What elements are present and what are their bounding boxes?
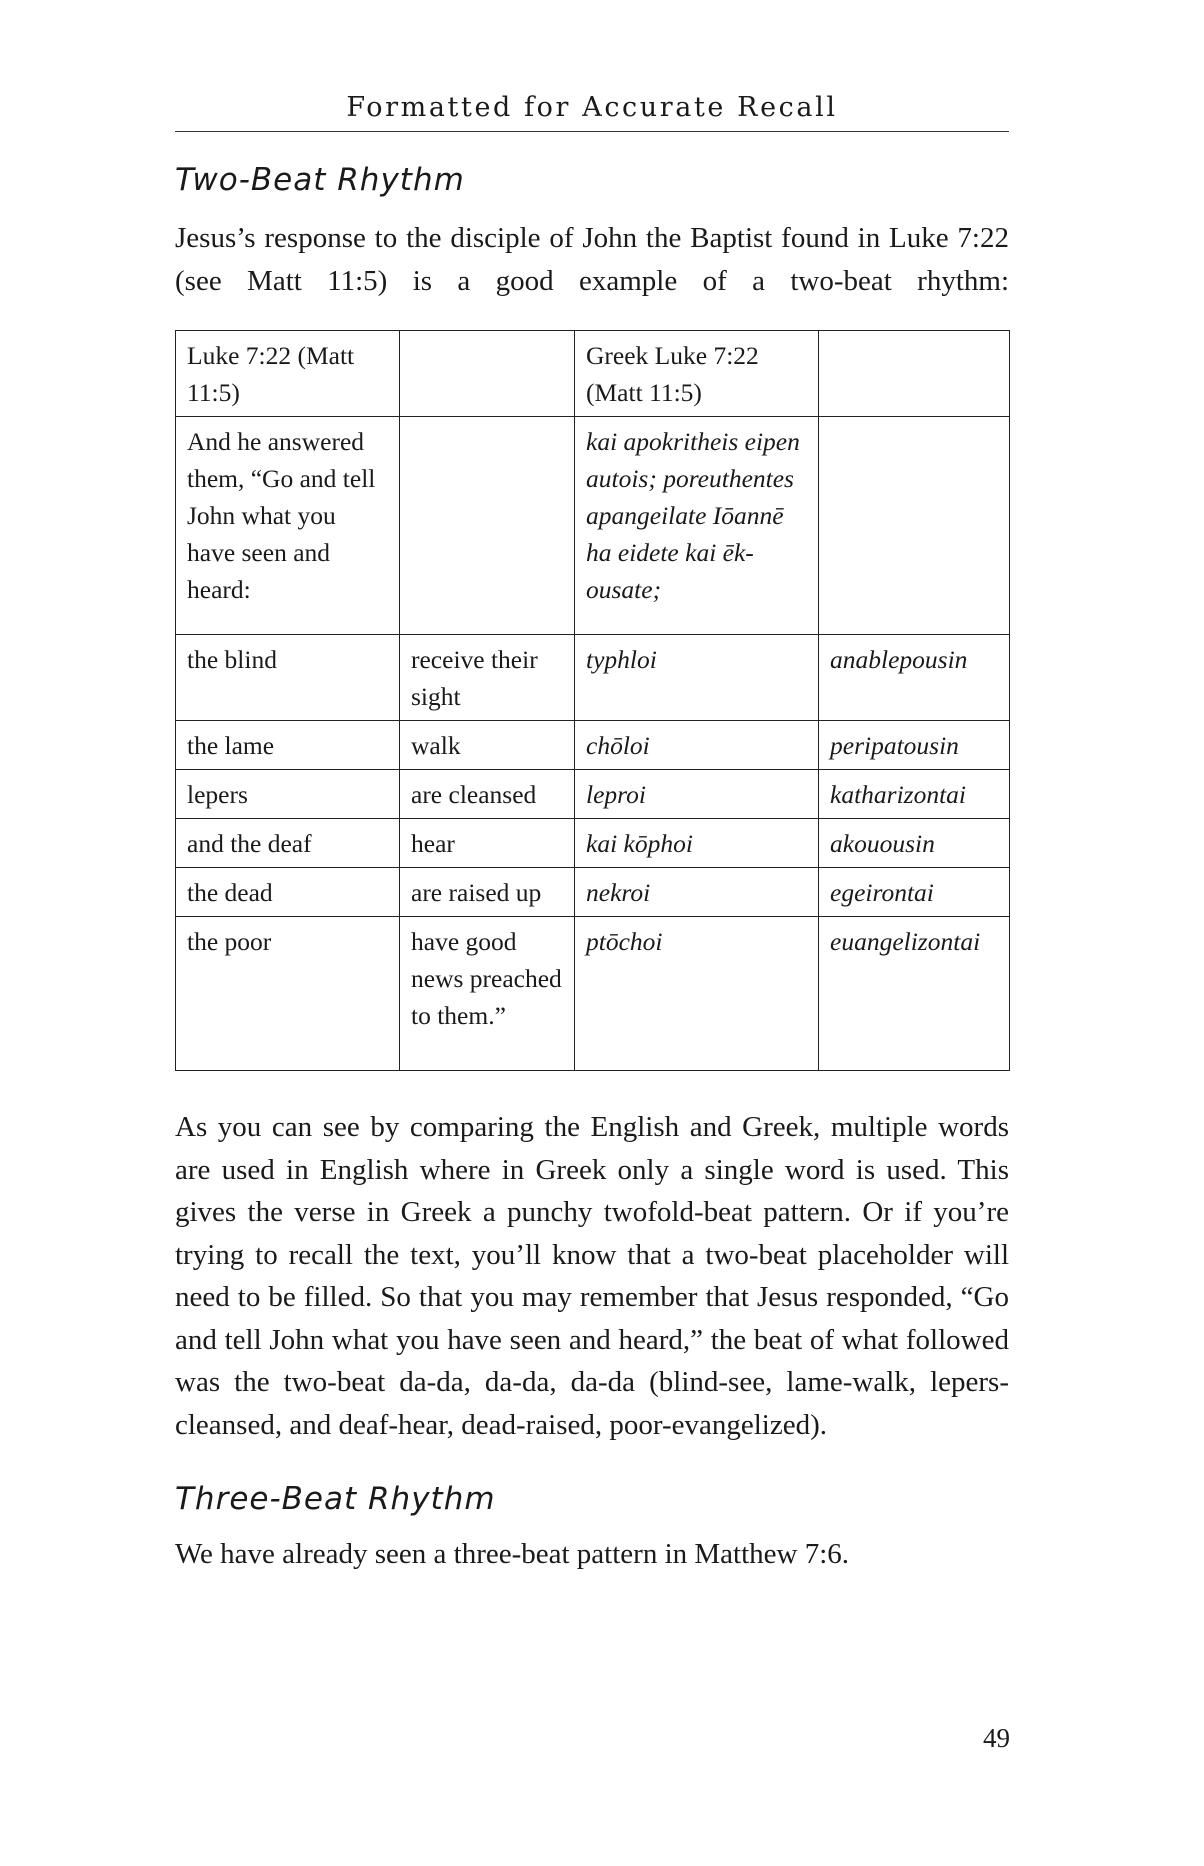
two-beat-intro-paragraph: Jesus’s response to the disciple of John the Baptist found in Luke 7:22 (see Matt 11:5) is a good example of a two-beat rhythm: — [175, 222, 1009, 297]
intro-english-cell: And he answered them, “Go and tell John what you have seen and heard: — [176, 417, 400, 635]
intro-blank-cell — [819, 417, 1010, 635]
header-blank — [819, 331, 1010, 417]
table-row — [176, 868, 1010, 917]
intro-blank-cell — [400, 417, 575, 635]
header-blank — [400, 331, 575, 417]
english-subject-cell: the poor — [176, 917, 400, 1071]
english-verb-cell: receive their sight — [400, 635, 575, 721]
greek-subject-cell: typhloi — [575, 635, 819, 721]
greek-verb-cell: euangelizontai — [819, 917, 1010, 1071]
english-verb-cell: are raised up — [400, 868, 575, 917]
greek-verb-cell: katharizontai — [819, 770, 1010, 819]
table-row — [176, 635, 1010, 721]
comparison-paragraph: As you can see by comparing the English and Greek, multiple words are used in English where in Greek only a single word is used. This gives the verse in Greek a punchy twofold-beat pattern. Or if you’re trying to recall the text, you’ll know that a two-beat placeholder will need to be filled. So that you may remember that Jesus responded, “Go and tell John what you have seen and heard,” the beat of what followed was the two-beat da-da, da-da, da-da (blind-see, lame-walk, lepers-cleansed, and deaf-hear, dead-raised, poor-evangelized). — [175, 1111, 1009, 1441]
english-subject-cell: the lame — [176, 721, 400, 770]
greek-verb-cell: egeirontai — [819, 868, 1010, 917]
english-subject-cell: and the deaf — [176, 819, 400, 868]
english-subject-cell: the dead — [176, 868, 400, 917]
table-row — [176, 770, 1010, 819]
english-verb-cell: have good news preached to them.” — [400, 917, 575, 1071]
running-head: Formatted for Accurate Recall — [346, 92, 838, 123]
greek-subject-cell: chōloi — [575, 721, 819, 770]
header-greek-ref: Greek Luke 7:22 (Matt 11:5) — [575, 331, 819, 417]
page-number: 49 — [983, 1723, 1010, 1753]
english-verb-cell: hear — [400, 819, 575, 868]
greek-verb-cell: anablepousin — [819, 635, 1010, 721]
english-verb-cell: walk — [400, 721, 575, 770]
english-verb-cell: are cleansed — [400, 770, 575, 819]
table-row — [176, 917, 1010, 1071]
table-row — [176, 721, 1010, 770]
verse-comparison-table — [175, 330, 1010, 1071]
section-heading-two-beat: Two-Beat Rhythm — [175, 162, 465, 198]
greek-subject-cell: leproi — [575, 770, 819, 819]
greek-subject-cell: ptōchoi — [575, 917, 819, 1071]
english-subject-cell: lepers — [176, 770, 400, 819]
table-row — [176, 819, 1010, 868]
section-heading-three-beat: Three-Beat Rhythm — [175, 1481, 496, 1517]
table-intro-row — [176, 417, 1010, 635]
greek-subject-cell: kai kōphoi — [575, 819, 819, 868]
english-subject-cell: the blind — [176, 635, 400, 721]
greek-subject-cell: nekroi — [575, 868, 819, 917]
header-rule — [175, 131, 1009, 132]
three-beat-intro-paragraph: We have already seen a three-beat pattern in Matthew 7:6. — [175, 1538, 850, 1570]
greek-verb-cell: akouousin — [819, 819, 1010, 868]
intro-greek-cell: kai apokritheis eipen autois; poreuthentes apangeilate Iōannē ha eidete kai ēk-ousate; — [575, 417, 819, 635]
header-english-ref: Luke 7:22 (Matt 11:5) — [176, 331, 400, 417]
greek-verb-cell: peripatousin — [819, 721, 1010, 770]
table-header-row — [176, 331, 1010, 417]
